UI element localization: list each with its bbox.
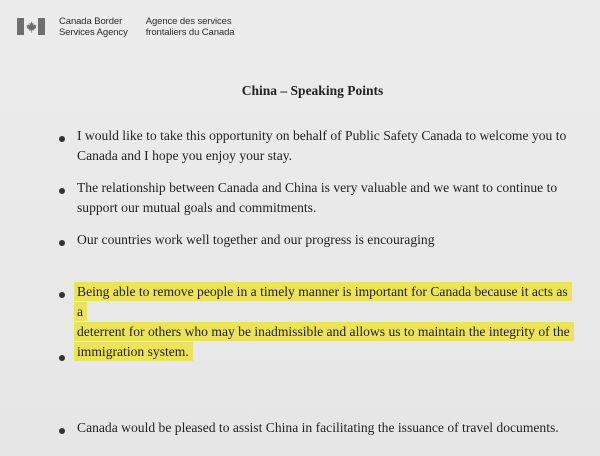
canada-flag-icon [17, 18, 45, 35]
bullet-2 [59, 188, 65, 194]
bullet-4 [59, 292, 65, 298]
speaking-point-2-line1: The relationship between Canada and China is very valuable and we want to continue to [77, 180, 558, 195]
speaking-point-1 [77, 126, 577, 166]
agency-fr-line1: Agence des services [145, 16, 232, 27]
speaking-point-3-line1: Our countries work well together and our progress is encouraging [77, 232, 435, 247]
bullet-3 [59, 240, 65, 246]
speaking-point-4-highlighted [77, 282, 577, 362]
speaking-point-2 [77, 178, 577, 218]
speaking-point-1-line1: I would like to take this opportunity on behalf of Public Safety Canada to welcome you to [77, 128, 567, 143]
speaking-point-6-line1: Canada would be pleased to assist China in facilitating the issuance of travel documents. [77, 420, 559, 435]
bullet-1 [59, 136, 65, 142]
speaking-point-3 [77, 230, 577, 250]
speaking-point-2-line2: support our mutual goals and commitments. [77, 200, 317, 215]
speaking-point-4-line3: immigration system. [77, 344, 189, 359]
page-title: China – Speaking Points [241, 83, 384, 98]
agency-signature [17, 17, 234, 39]
speaking-point-4-line1: Being able to remove people in a timely manner is important for Canada because it acts as a [77, 284, 568, 319]
agency-en-line2: Services Agency [59, 26, 128, 38]
speaking-point-4-line2: deterrent for others who may be inadmissible and allows us to maintain the integrity of the [77, 324, 570, 339]
agency-en-line1: Canada Border [59, 16, 123, 27]
agency-name-en [59, 17, 128, 38]
speaking-point-1-line2: Canada and I hope you enjoy your stay. [77, 148, 293, 163]
agency-fr-line2: frontaliers du Canada [145, 26, 235, 38]
bullet-5 [59, 355, 65, 361]
bullet-6 [59, 428, 65, 434]
agency-name-fr [146, 17, 235, 38]
speaking-point-6 [77, 418, 577, 438]
